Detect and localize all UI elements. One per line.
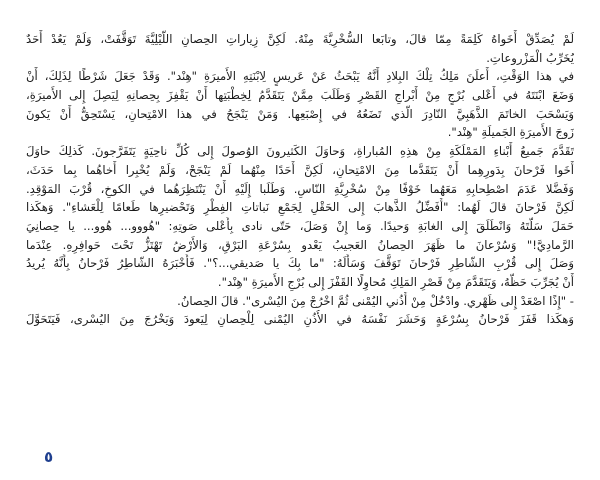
text-line: وَفَضَّلا عَدَمَ اصْطِحابِهِ مَعَهُما خَوْفًا مِنْ سُخْرِيَّةِ النّاسِ. وَطَلَبا إِلَيْهِ أَنْ يَنْتَظِرَهُما في الكوخِ، قُرْبَ المَوْقِدِ. [26, 181, 574, 196]
text-line: في هذا الوَقْتِ، أَعلَنَ مَلِكُ تِلْكَ البِلادِ أَنَّهُ يَبْحَثُ عَنْ عَريسٍ لِابْنَتِهِ الأَميرَةِ "هِنْد". وَقَدْ جَعَلَ شَرْطًا لِذَلِكَ، أَنْ [26, 69, 574, 84]
text-line: وَيَسْحَبَ الخاتَمَ الذَّهَبِيَّ النّادِرَ الَّذي تَضَعُهُ في إِصْبَعِها. وَمَنْ يَنْجَحُ في هذا الامْتِحانِ، يَسْتَحِقُّ أَنْ يَكونَ [26, 106, 574, 121]
text-line: وَهكَذا قَفَزَ فَرْحانُ بِسُرْعَةٍ وَحَشَرَ نَفْسَهُ في الأُذُنِ اليُمْنى لِلْحِصانِ لِيَعودَ وَيَخْرُجَ مِنَ اليُسْرى، فَيَتَحَوَّلَ [26, 312, 574, 327]
page-number: ٥ [44, 448, 54, 466]
text-line: حَمَلَ سَلَّتَهُ وَانْطَلَقَ إِلى الغابَةِ وَحيدًا. وَما إِنْ وَصَلَ، حَتّى نادى بِأَعْلى صَوتِهِ: "هُووو... هُوو... يا حِصانِيَ [26, 218, 574, 233]
text-line: يُخَرِّبُ الْمَزْروعاتِ. [486, 50, 574, 65]
text-line: لَمْ يُصَدِّقْ أَخَواهُ كَلِمَةً مِمّا قالَ، وتابَعا السُّخْرِيَّةَ مِنْهُ. لَكِنَّ زِياراتِ الحِصانِ اللَّيْلِيَّةَ تَوَقَّفَتْ، وَلَمْ يَعُدْ أَحَدٌ [26, 32, 574, 46]
text-line: - "إِذًا اصْعَدْ إِلى ظَهْري. وادْخُلْ مِنْ أُذُني اليُمْنى ثُمَّ اخْرُجْ مِنَ اليُسْرى". قالَ الحِصانُ. [177, 293, 574, 308]
story-text [26, 30, 574, 329]
text-line: أَنْ يُجَرِّبَ حَظَّهُ، وَيَتَقَدَّمَ مِنْ قَصْرِ المَلِكِ مُحاوِلًا القَفْزَ إِلى بُرْجِ الأَميرَةِ "هِنْد". [217, 274, 574, 289]
text-line: الرَّمادِيَّ!" وَسُرْعانَ ما ظَهَرَ الحِصانُ العَجيبُ يَعْدو بِسُرْعَةِ البَرْقِ، وَالأَرْضُ تَهْتَزُّ تَحْتَ حَوافِرِهِ. عِنْدَما [26, 237, 574, 252]
text-line: لَكِنَّ فَرْحانَ قالَ لَهُما: "أُفَضِّلُ الذَّهابَ إِلى الحَقْلِ لِجَمْعِ نَباتاتِ الفِطْرِ وَتَحْضيرِها طَعامًا لِلْعَشاءِ". وَهكَذا [26, 200, 574, 215]
text-line: وَصَلَ إِلى قُرْبِ الشّاطِرِ فَرْحانَ تَوَقَّفَ وَسَأَلَهُ: "ما بِكَ يا صَديقي...؟". فَأَخْبَرَهُ الشّاطِرُ فَرْحانُ بِأَنَّهُ يُريدُ [26, 256, 574, 271]
text-line: أَخَوا فَرْحانَ بِدَورِهِما أَنْ يَتَقَدَّما مِنَ الامْتِحانِ، لَكِنَّ أَحَدًا مِنْهُما لَمْ يَنْجَحْ، وَلَمْ يُخْبِرا أَخاهُما بِما حَدَثَ، [26, 162, 574, 177]
text-line: تَقَدَّمَ جَميعُ أَبْناءِ المَمْلَكَةِ مِنْ هذِهِ المُباراةِ، وَحاوَلَ الكَثيرونَ الوُصولَ إِلى كُلِّ ناحِيَةٍ يَتَفَرَّجونَ. كَذلِكَ حاوَلَ [26, 144, 574, 159]
text-line: وَضَعَ ابْنَتَهُ في أَعْلى بُرْجٍ مِنْ أَبْراجِ القَصْرِ وَطَلَبَ مِمَّنْ يَتَقَدَّمُ لِخِطْبَتِها أَنْ يَقْفِزَ بِحِصانِهِ لِيَصِلَ إِلى الأَميرَةِ، [26, 88, 574, 103]
text-line: زَوجَ الأَميرَةِ الجَميلَةِ "هِنْد". [447, 125, 574, 140]
